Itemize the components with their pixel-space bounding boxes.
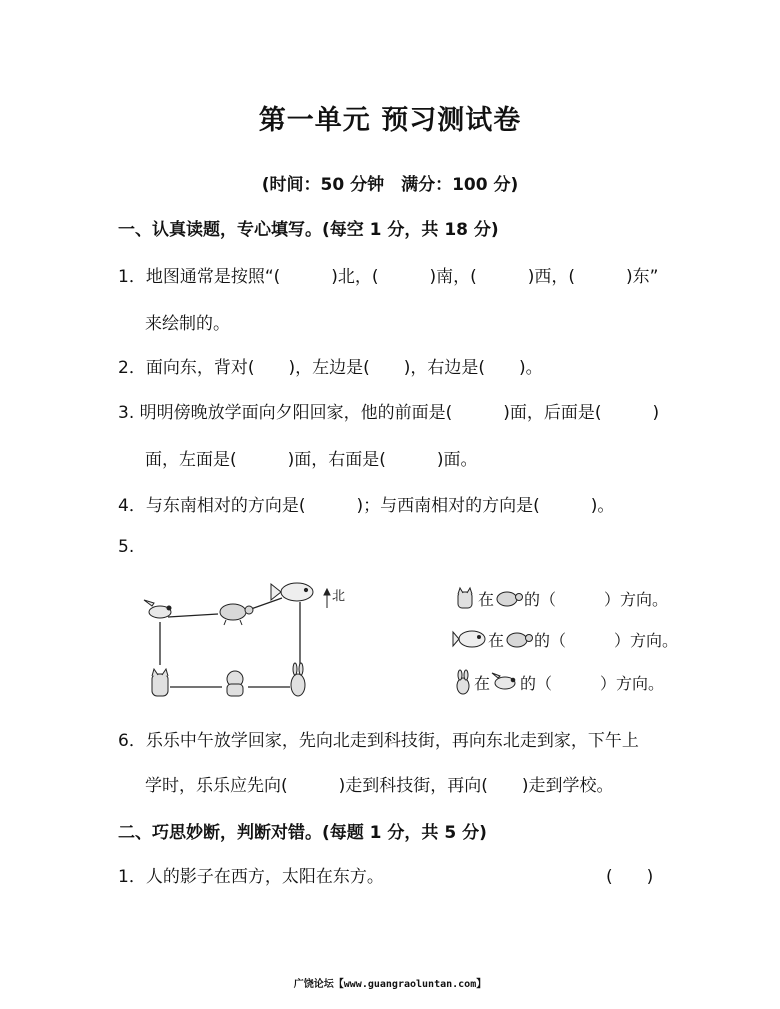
q5-answer-row-3: [452, 669, 664, 695]
question-1-line1: 1．地图通常是按照“( )北，( )南，( )西，( )东”: [118, 267, 659, 287]
fish-icon: [452, 627, 488, 651]
bird-icon: [490, 670, 520, 694]
exam-info: (时间：50 分钟 满分：100 分): [261, 175, 519, 195]
q5-answer-2-text-after: 的（ ）方向。: [534, 630, 679, 650]
question-2: 2．面向东，背对( )，左边是( )，右边是( )。: [118, 358, 543, 378]
map-diagram: [140, 570, 360, 705]
question-4: 4．与东南相对的方向是( )；与西南相对的方向是( )。: [118, 496, 615, 516]
q5-answer-3-text-after: 的（ ）方向。: [520, 673, 665, 693]
cat-icon: [452, 586, 478, 610]
section2-question-1-blank: ( ): [606, 867, 654, 887]
section2-question-1: 1．人的影子在西方，太阳在东方。: [118, 867, 384, 887]
section2-heading: 二、巧思妙断，判断对错。(每题 1 分，共 5 分): [118, 823, 487, 843]
fish-icon: [271, 583, 313, 601]
question-1-line2: 来绘制的。: [145, 314, 230, 334]
turtle-icon: [220, 604, 253, 625]
question-6-line1: 6．乐乐中午放学回家，先向北走到科技街，再向东北走到家，下午上: [118, 731, 639, 751]
bird-icon: [144, 600, 171, 618]
footer-watermark: 广饶论坛【www.guangraoluntan.com】: [293, 979, 487, 990]
q5-answer-1-text-after: 的（ ）方向。: [524, 589, 669, 609]
turtle-icon: [494, 586, 524, 610]
section1-heading: 一、认真读题，专心填写。(每空 1 分，共 18 分): [118, 220, 499, 240]
question-3-line2: 面，左面是( )面，右面是( )面。: [145, 450, 478, 470]
q5-answer-2-text-before: 在: [488, 630, 505, 650]
page-title: 第一单元 预习测试卷: [258, 105, 522, 136]
north-arrow-icon: [324, 589, 330, 608]
turtle-icon: [504, 627, 534, 651]
q5-answer-3-text-before: 在: [474, 673, 491, 693]
q5-answer-row-1: [452, 586, 668, 610]
cat-icon: [152, 669, 168, 696]
rabbit-icon: [452, 669, 474, 695]
rabbit-icon: [291, 663, 305, 696]
q5-answer-1-text-before: 在: [478, 589, 495, 609]
question-5-number: 5.: [118, 537, 135, 557]
question-3-line1: 3. 明明傍晚放学面向夕阳回家，他的前面是( )面，后面是( ): [118, 403, 660, 423]
question-6-line2: 学时，乐乐应先向( )走到科技街，再向( )走到学校。: [145, 776, 614, 796]
q5-answer-row-2: [452, 627, 678, 651]
north-label: 北: [332, 589, 346, 604]
dog-icon: [227, 671, 243, 696]
